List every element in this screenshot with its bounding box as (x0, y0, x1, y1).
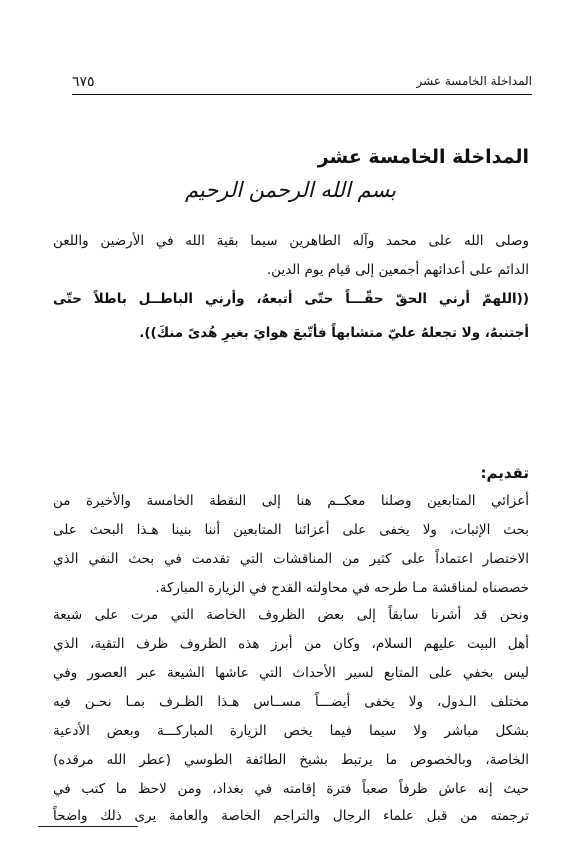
chapter-title: المداخلة الخامسة عشر (317, 146, 529, 168)
supplication-line: أجتنبهُ، ولا تجعلهُ عليّ متشابهاً فأتّبعَ هوايَ بغيرِ هُدىً منكَ)). (139, 325, 529, 341)
body-line: بحث الإثبات، ولا يخفى على أعزائنا المتابعين أننا بنينا هـذا البحث على (53, 522, 529, 538)
basmala: بسم الله الرحمن الرحيم (184, 178, 397, 202)
body-line: ترجمته من قبل علماء الرجال والتراجم الخاصة والعامة يرى ذلك واضحاً (53, 808, 529, 824)
running-header (72, 72, 532, 94)
footnote-rule (38, 826, 138, 827)
body-line: الاختصار اعتماداً على كثير من المناقشات التي تقدمت في بحث النفي الذي (53, 551, 529, 567)
body-line: ليس بخفي على المتابع لسير الأحداث التي عاشها الشيعة عبر العصور وفي (53, 665, 529, 681)
supplication-line: ((اللهمّ أرني الحقّ حقّـــاً حتّى أتبعهُ، وأرني الباطــل باطلاً حتّى (53, 291, 529, 307)
body-line: مختلف الـدول، ولا يخفى أيضـــاً مســاس هـذا الظـرف بمـا نحـن فيه (53, 694, 529, 710)
section-heading: تقديم: (480, 464, 529, 482)
body-line: خصصناه لمناقشة مـا طرحه في محاولته القدح في الزيارة المباركة. (155, 580, 529, 596)
page-number: ٦٧٥ (72, 74, 95, 90)
body-line: حيث إنه عاش ظرفاً صعباً فترة إقامته في بغداد، ومن لاحظ ما كتب في (53, 781, 529, 797)
running-title: المداخلة الخامسة عشر (416, 74, 532, 88)
body-line: بشكل مباشر ولا سيما فيما يخص الزيارة المباركـــة وبعض الأدعية (53, 723, 529, 739)
body-line: أهل البيت عليهم السلام، وكان من أبرز هذه الظروف ظرف التقية، الذي (53, 636, 529, 652)
body-line: الدائم على أعدائهم أجمعين إلى قيام يوم الدين. (266, 262, 529, 278)
body-line: أعزائي المتابعين وصلنا معكــم هنا إلى النقطة الخامسة والأخيرة من (53, 493, 529, 509)
body-line: وصلى الله على محمد وآله الطاهرين سيما بقية الله في الأرضين واللعن (53, 233, 529, 249)
header-rule (72, 94, 532, 95)
body-line: الخاصة، وبالخصوص ما يرتبط بشيخ الطائفة الطوسي (عطر الله مرقده) (53, 752, 529, 768)
body-line: ونحن قد أشرنا سابقاً إلى بعض الظروف الخاصة التي مرت على شيعة (53, 607, 529, 623)
